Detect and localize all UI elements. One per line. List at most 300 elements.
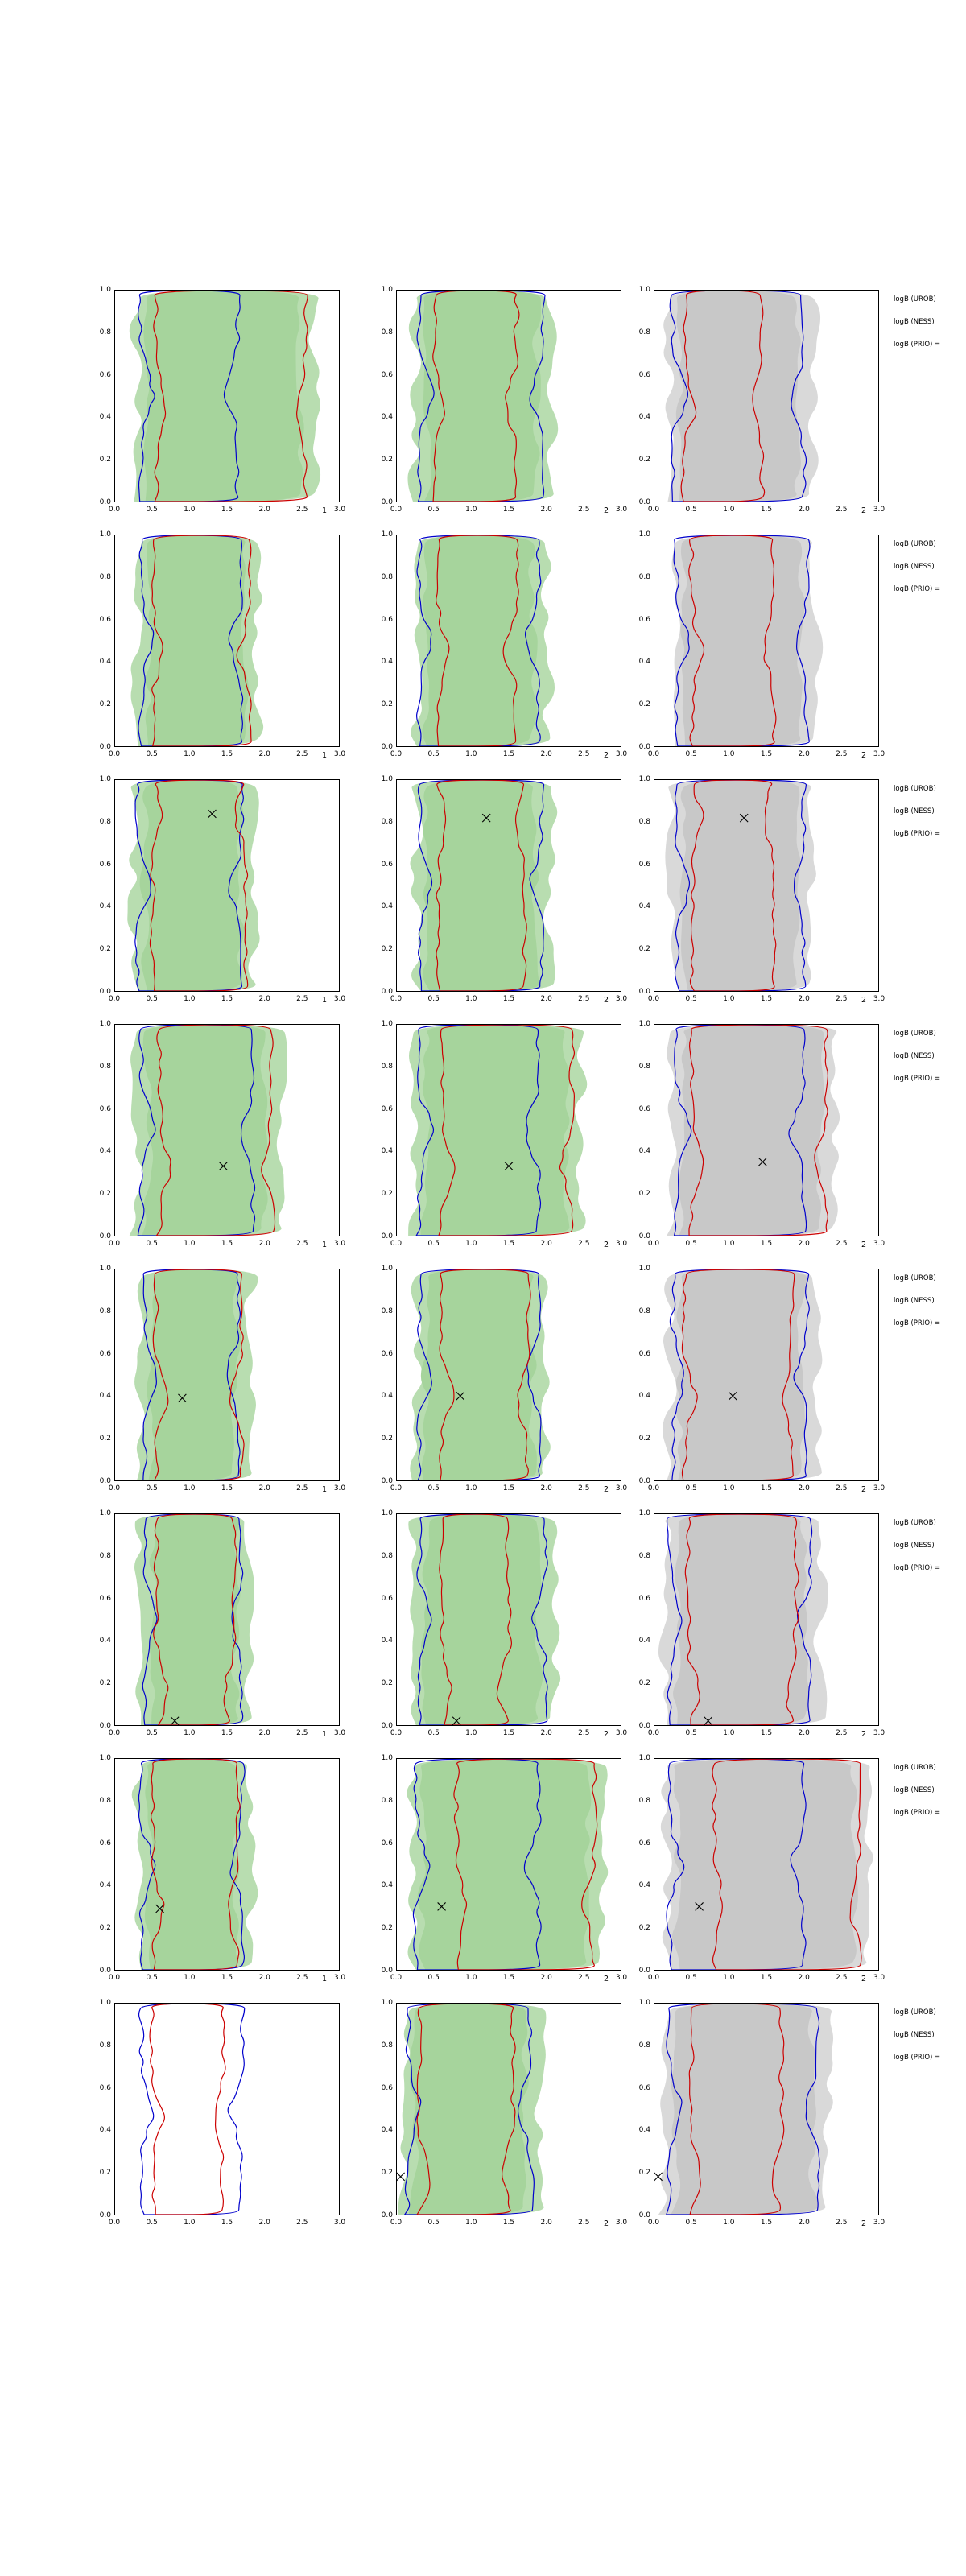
legend-label-prio: logB (PRIO) = [894,341,941,349]
y-tick-label: 1.0 [381,1020,393,1028]
y-tick-label: 0.6 [99,1839,111,1847]
axes-frame [114,535,340,747]
x-tick-label: 1.5 [502,506,515,514]
x-tick-label: 0.0 [647,1729,660,1737]
x-tick-label: 2.5 [296,995,308,1003]
x-tick-label: 1.5 [221,2219,233,2227]
x-tick-label: 1.0 [465,1240,477,1248]
y-tick-label: 0.8 [381,1307,393,1315]
panel-row [0,1505,966,1750]
panel-corner-label: 1 [321,1241,327,1249]
x-tick-label: 0.0 [390,995,402,1003]
x-tick-label: 3.0 [873,1240,886,1248]
x-tick-label: 0.5 [427,1729,440,1737]
y-tick-label: 0.0 [99,1232,111,1241]
panel-plot-area [654,2004,878,2215]
y-tick-label: 0.2 [381,1190,393,1199]
panel-row [0,526,966,771]
x-tick-label: 2.0 [798,2219,810,2227]
legend-label-urob: logB (UROB) [894,540,936,548]
x-tick-label: 2.0 [540,1240,552,1248]
legend-label-prio: logB (PRIO) = [894,1564,941,1572]
y-tick-label: 0.2 [381,2169,393,2178]
x-tick-label: 2.0 [258,506,270,514]
y-tick-label: 0.6 [99,1594,111,1603]
x-tick-label: 2.0 [258,2219,270,2227]
x-tick-label: 0.5 [685,1974,697,1982]
axes-frame [654,1024,879,1236]
x-tick-label: 2.0 [540,1484,552,1492]
axes-frame [654,290,879,502]
panel-r3-c2 [378,771,633,1016]
x-tick-label: 1.5 [760,1729,773,1737]
x-tick-label: 1.0 [184,1974,196,1982]
panel-corner-label: 2 [861,506,866,515]
y-tick-label: 0.0 [638,1232,650,1241]
x-tick-label: 2.5 [578,995,590,1003]
y-tick-label: 0.2 [381,700,393,709]
y-tick-label: 1.0 [381,775,393,783]
panel-r1-c1 [97,282,351,526]
x-tick-label: 0.5 [685,2219,697,2227]
panel-grid [0,282,966,2240]
legend-label-ness: logB (NESS) [894,807,935,815]
y-tick-label: 0.0 [99,988,111,996]
panel-row [0,1016,966,1261]
credible-region-inner [417,1759,591,1970]
legend-label-urob: logB (UROB) [894,1519,936,1527]
x-tick-label: 2.5 [836,2219,848,2227]
x-tick-label: 2.5 [836,995,848,1003]
panel-corner-label: 2 [603,506,609,515]
x-tick-label: 1.0 [465,1484,477,1492]
panel-r8-c1 [97,1995,351,2240]
y-tick-label: 1.0 [381,530,393,539]
legend-label-urob: logB (UROB) [894,1764,936,1772]
x-tick-label: 2.5 [296,506,308,514]
x-tick-label: 0.5 [427,1484,440,1492]
y-tick-label: 0.6 [99,1104,111,1113]
y-tick-label: 0.0 [381,1477,393,1485]
y-tick-label: 0.4 [99,1392,111,1401]
legend-label-urob: logB (UROB) [894,1274,936,1282]
y-tick-label: 0.8 [99,572,111,581]
y-tick-label: 1.0 [381,1754,393,1762]
y-tick-label: 0.0 [99,1722,111,1730]
y-tick-label: 0.8 [638,1551,650,1560]
axes-frame [114,1758,340,1971]
x-tick-label: 0.5 [427,506,440,514]
panel-corner-label: 2 [861,1485,866,1494]
panel-r6-c2 [378,1505,633,1750]
panel-plot-area [115,2004,339,2215]
y-tick-label: 0.6 [638,615,650,624]
y-tick-label: 0.2 [99,700,111,709]
y-tick-label: 0.0 [638,1722,650,1730]
panel-r4-c1 [97,1016,351,1261]
legend-label-ness: logB (NESS) [894,1052,935,1060]
y-tick-label: 0.6 [638,860,650,869]
x-tick-label: 0.0 [647,1484,660,1492]
x-tick-label: 1.5 [760,506,773,514]
axes-frame [396,290,621,502]
x-tick-label: 1.5 [760,1240,773,1248]
legend-label-prio: logB (PRIO) = [894,1809,941,1817]
x-tick-label: 1.5 [221,1240,233,1248]
y-tick-label: 0.6 [99,860,111,869]
y-tick-label: 0.8 [99,1796,111,1805]
y-tick-label: 0.4 [99,1147,111,1156]
y-tick-label: 0.6 [381,615,393,624]
x-tick-label: 2.0 [798,1484,810,1492]
axes-frame [114,779,340,992]
y-tick-label: 0.2 [638,700,650,709]
y-tick-label: 1.0 [99,1509,111,1517]
panel-plot-area [115,1759,339,1970]
y-tick-label: 0.8 [638,817,650,826]
y-tick-label: 0.8 [381,1796,393,1805]
y-tick-label: 0.0 [381,743,393,751]
y-tick-label: 0.2 [99,1435,111,1443]
x-tick-label: 2.0 [258,995,270,1003]
x-tick-label: 1.0 [465,1974,477,1982]
y-tick-label: 0.0 [638,988,650,996]
panel-plot-area [115,1269,339,1480]
x-tick-label: 1.5 [221,995,233,1003]
x-tick-label: 3.0 [615,995,628,1003]
credible-region-inner [676,291,801,502]
x-tick-label: 1.5 [221,1974,233,1982]
panel-corner-label: 2 [603,1975,609,1984]
x-tick-label: 2.5 [578,1729,590,1737]
x-tick-label: 2.0 [540,2219,552,2227]
panel-plot-area [397,780,621,991]
y-tick-label: 0.0 [99,1967,111,1975]
x-tick-label: 2.0 [540,1974,552,1982]
panel-r8-c3 [636,1995,890,2240]
panel-r5-c1 [97,1261,351,1505]
legend-label-ness: logB (NESS) [894,1297,935,1305]
axes-frame [396,1269,621,1481]
y-tick-label: 0.2 [381,1679,393,1688]
y-tick-label: 0.4 [638,902,650,911]
y-tick-label: 0.4 [638,658,650,667]
x-tick-label: 0.5 [685,750,697,758]
x-tick-label: 0.5 [146,506,158,514]
x-tick-label: 2.5 [578,2219,590,2227]
panel-corner-label: 2 [861,1730,866,1739]
y-tick-label: 1.0 [99,775,111,783]
y-tick-label: 0.8 [381,817,393,826]
axes-frame [396,1024,621,1236]
x-tick-label: 3.0 [333,750,346,758]
x-tick-label: 1.0 [465,1729,477,1737]
x-tick-label: 2.5 [836,1729,848,1737]
x-tick-label: 0.0 [108,506,121,514]
y-tick-label: 0.8 [381,328,393,336]
x-tick-label: 2.5 [296,1974,308,1982]
x-tick-label: 0.0 [390,1240,402,1248]
legend-label-urob: logB (UROB) [894,295,936,303]
x-tick-label: 1.5 [760,2219,773,2227]
x-tick-label: 2.5 [296,1240,308,1248]
x-tick-label: 1.5 [760,1484,773,1492]
x-tick-label: 1.0 [465,995,477,1003]
panel-row [0,282,966,526]
y-tick-label: 0.2 [381,1924,393,1933]
y-tick-label: 0.2 [638,1679,650,1688]
panel-corner-label: 1 [321,1730,327,1739]
x-tick-label: 0.0 [390,750,402,758]
y-tick-label: 0.2 [99,1924,111,1933]
x-tick-label: 3.0 [615,1240,628,1248]
y-tick-label: 1.0 [381,1509,393,1517]
x-tick-label: 1.0 [184,506,196,514]
y-tick-label: 0.8 [381,1062,393,1071]
y-tick-label: 0.6 [381,860,393,869]
x-tick-label: 0.5 [685,995,697,1003]
y-tick-label: 0.8 [381,1551,393,1560]
x-tick-label: 3.0 [333,995,346,1003]
y-tick-label: 0.8 [99,817,111,826]
x-tick-label: 1.0 [465,750,477,758]
x-tick-label: 1.5 [221,1729,233,1737]
axes-frame [114,1513,340,1726]
x-tick-label: 2.0 [258,1974,270,1982]
y-tick-label: 0.6 [638,1839,650,1847]
x-tick-label: 0.0 [108,1974,121,1982]
x-tick-label: 0.0 [647,1240,660,1248]
y-tick-label: 0.2 [638,2169,650,2178]
y-tick-label: 1.0 [99,530,111,539]
y-tick-label: 0.4 [638,1392,650,1401]
x-tick-label: 2.5 [296,1484,308,1492]
panel-plot-area [654,1759,878,1970]
y-tick-label: 0.8 [638,1796,650,1805]
x-tick-label: 0.0 [108,1484,121,1492]
panel-plot-area [397,1269,621,1480]
x-tick-label: 1.5 [760,750,773,758]
y-tick-label: 0.4 [381,1637,393,1645]
credible-region-inner [672,1759,858,1970]
panel-corner-label: 2 [861,751,866,760]
axes-frame [396,535,621,747]
axes-frame [654,1513,879,1726]
y-tick-label: 0.2 [99,1679,111,1688]
x-tick-label: 1.5 [221,506,233,514]
y-tick-label: 0.0 [638,1967,650,1975]
x-tick-label: 0.5 [146,1729,158,1737]
x-tick-label: 3.0 [873,506,886,514]
x-tick-label: 0.0 [390,506,402,514]
x-tick-label: 3.0 [333,2219,346,2227]
x-tick-label: 2.0 [258,1729,270,1737]
y-tick-label: 1.0 [638,1754,650,1762]
panel-corner-label: 2 [603,1241,609,1249]
x-tick-label: 1.0 [465,2219,477,2227]
panel-plot-area [654,1514,878,1725]
y-tick-label: 0.2 [99,2169,111,2178]
axes-frame [654,779,879,992]
y-tick-label: 0.0 [99,743,111,751]
x-tick-label: 0.5 [685,1240,697,1248]
y-tick-label: 0.8 [381,2041,393,2050]
x-tick-label: 2.5 [578,750,590,758]
x-tick-label: 0.5 [427,2219,440,2227]
credible-region-inner [421,1514,543,1725]
panel-corner-label: 2 [861,1241,866,1249]
panel-corner-label: 1 [321,1975,327,1984]
x-tick-label: 2.5 [836,1974,848,1982]
x-tick-label: 3.0 [873,750,886,758]
x-tick-label: 1.5 [221,750,233,758]
y-tick-label: 0.6 [638,370,650,379]
legend-label-urob: logB (UROB) [894,1030,936,1038]
x-tick-label: 0.0 [108,1729,121,1737]
y-tick-label: 0.4 [638,1881,650,1890]
x-tick-label: 0.5 [146,1484,158,1492]
x-tick-label: 0.5 [427,750,440,758]
panel-r1-c2 [378,282,633,526]
axes-frame [396,1758,621,1971]
x-tick-label: 1.0 [723,1974,735,1982]
y-tick-label: 0.0 [381,1232,393,1241]
red-contour-curve [150,2004,225,2215]
legend-label-prio: logB (PRIO) = [894,830,941,838]
panel-plot-area [397,291,621,502]
x-tick-label: 0.5 [146,995,158,1003]
y-tick-label: 0.2 [381,1435,393,1443]
x-tick-label: 3.0 [873,1974,886,1982]
y-tick-label: 0.8 [638,2041,650,2050]
x-tick-label: 1.0 [723,2219,735,2227]
y-tick-label: 0.6 [99,2083,111,2092]
y-tick-label: 0.8 [99,1062,111,1071]
panel-plot-area [397,2004,621,2215]
y-tick-label: 0.4 [99,413,111,422]
x-tick-label: 3.0 [333,1484,346,1492]
credible-region-inner [145,535,249,746]
y-tick-label: 0.0 [99,1477,111,1485]
y-tick-label: 0.4 [381,2126,393,2135]
x-tick-label: 0.0 [108,750,121,758]
legend-label-prio: logB (PRIO) = [894,1075,941,1083]
y-tick-label: 0.6 [99,1349,111,1358]
y-tick-label: 0.0 [381,1722,393,1730]
x-tick-label: 3.0 [873,995,886,1003]
y-tick-label: 0.4 [381,902,393,911]
panel-plot-area [397,1759,621,1970]
panel-r7-c3 [636,1750,890,1995]
axes-frame [654,1758,879,1971]
x-tick-label: 0.0 [390,1974,402,1982]
y-tick-label: 0.6 [638,1594,650,1603]
x-tick-label: 0.5 [146,1240,158,1248]
y-tick-label: 0.6 [381,1349,393,1358]
y-tick-label: 0.6 [381,1839,393,1847]
panel-r6-c1 [97,1505,351,1750]
panel-r4-c2 [378,1016,633,1261]
x-tick-label: 2.0 [798,506,810,514]
y-tick-label: 0.8 [99,2041,111,2050]
y-tick-label: 0.4 [381,1147,393,1156]
legend-label-urob: logB (UROB) [894,2008,936,2017]
x-tick-label: 0.5 [427,995,440,1003]
y-tick-label: 1.0 [638,1509,650,1517]
x-tick-label: 3.0 [333,1974,346,1982]
x-tick-label: 0.5 [146,1974,158,1982]
y-tick-label: 1.0 [638,530,650,539]
panel-corner-label: 2 [603,751,609,760]
y-tick-label: 1.0 [99,286,111,294]
credible-region-inner [422,535,537,746]
y-tick-label: 0.6 [638,1104,650,1113]
y-tick-label: 1.0 [381,1265,393,1273]
y-tick-label: 0.0 [381,1967,393,1975]
x-tick-label: 0.0 [647,1974,660,1982]
y-tick-label: 0.0 [381,2211,393,2219]
y-tick-label: 0.8 [99,328,111,336]
x-tick-label: 0.0 [647,995,660,1003]
panel-row [0,1750,966,1995]
x-tick-label: 1.0 [723,750,735,758]
panel-corner-label: 2 [603,996,609,1005]
y-tick-label: 0.4 [99,2126,111,2135]
y-tick-label: 0.6 [381,2083,393,2092]
x-tick-label: 2.0 [798,1974,810,1982]
y-tick-label: 0.2 [638,1435,650,1443]
x-tick-label: 3.0 [615,506,628,514]
x-tick-label: 0.0 [390,2219,402,2227]
panel-r7-c1 [97,1750,351,1995]
x-tick-label: 2.0 [798,1240,810,1248]
panel-r4-c3 [636,1016,890,1261]
x-tick-label: 1.5 [502,1240,515,1248]
y-tick-label: 1.0 [638,1265,650,1273]
panel-plot-area [654,291,878,502]
x-tick-label: 2.0 [258,750,270,758]
y-tick-label: 0.4 [638,2126,650,2135]
axes-frame [654,2003,879,2215]
panel-r3-c1 [97,771,351,1016]
y-tick-label: 0.4 [638,1147,650,1156]
panel-corner-label: 2 [861,1975,866,1984]
x-tick-label: 2.0 [798,750,810,758]
panel-plot-area [115,535,339,746]
x-tick-label: 3.0 [615,1729,628,1737]
x-tick-label: 2.0 [258,1484,270,1492]
truth-marker-x [654,2173,663,2181]
x-tick-label: 2.5 [296,2219,308,2227]
x-tick-label: 0.0 [390,1729,402,1737]
x-tick-label: 3.0 [615,1484,628,1492]
y-tick-label: 0.4 [99,902,111,911]
panel-corner-label: 2 [861,2219,866,2228]
credible-region-inner [671,2004,818,2215]
y-tick-label: 1.0 [99,1999,111,2007]
x-tick-label: 1.5 [760,995,773,1003]
panel-r6-c3 [636,1505,890,1750]
panel-corner-label: 2 [861,996,866,1005]
x-tick-label: 2.5 [578,1484,590,1492]
y-tick-label: 1.0 [638,286,650,294]
panel-r2-c3 [636,526,890,771]
x-tick-label: 1.0 [184,750,196,758]
legend-label-ness: logB (NESS) [894,318,935,326]
axes-frame [396,1513,621,1726]
panel-r7-c2 [378,1750,633,1995]
x-tick-label: 2.5 [296,750,308,758]
